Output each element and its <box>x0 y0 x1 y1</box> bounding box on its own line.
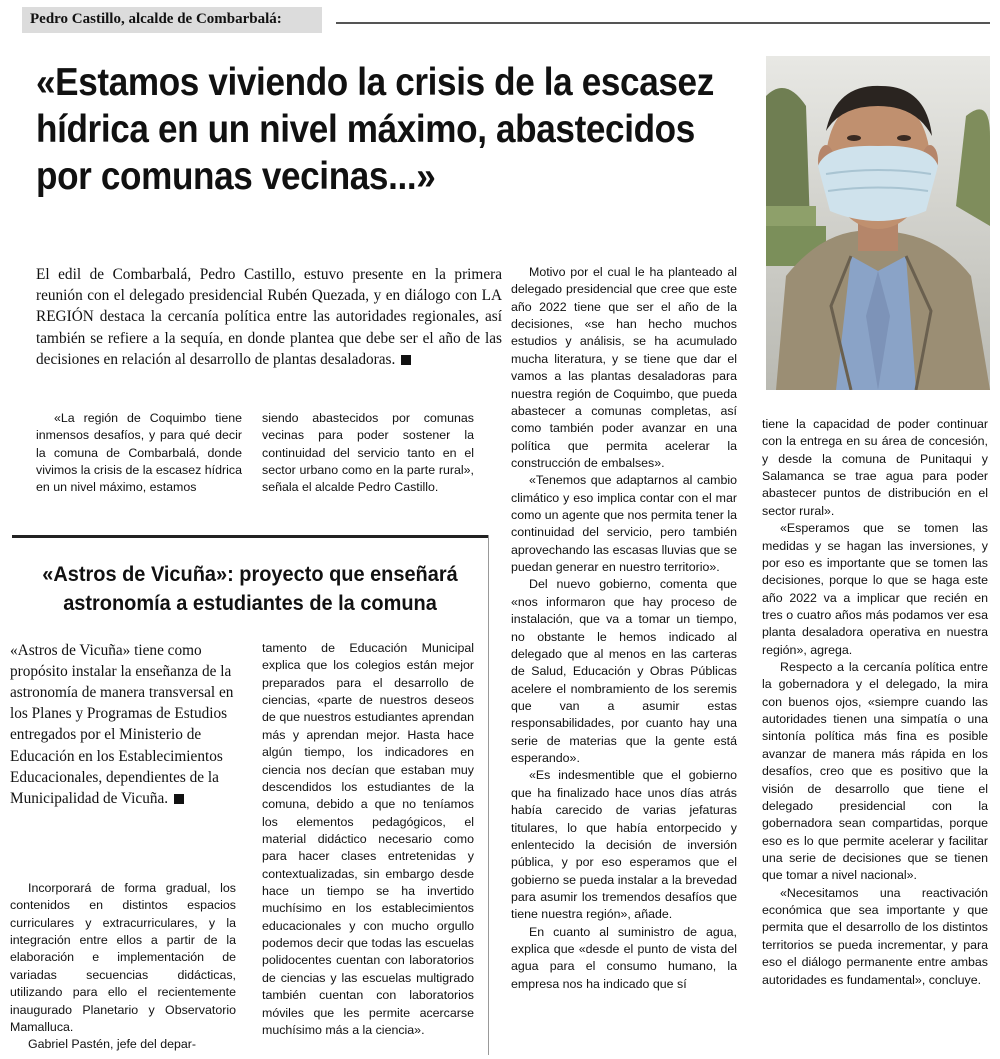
paragraph: «La región de Coquimbo tiene inmensos desafíos, y para qué decir la comuna de Combarbalá, donde vivimos la crisis de la escasez hídrica en un nivel máximo, estamos <box>36 411 242 495</box>
paragraph: Del nuevo gobierno, comenta que «nos informaron que hay proceso de instalación, que va a tomar un tiempo, no obstante le hemos indicado al delegado que al menos en las carteras de Salud, Educación y Obras Públicas acelere el nombramiento de los seremis que van a asumir estas responsabilidades, por cuanto hay una serie de materias que la gente está esperando». <box>511 577 737 766</box>
headline: «Estamos viviendo la crisis de la escasez hídrica en un nivel máximo, abastecidos por comunas vecinas...» <box>36 61 714 198</box>
paragraph: Incorporará de forma gradual, los contenidos en distintos espacios curriculares y extracurriculares, y la integración entre ellos a partir de la elaboración e implementación de variadas secuencias didácticas, utilizando para ello el recientemente inaugurado Planetario y Observatorio Mamalluca. <box>10 881 236 1034</box>
article1-column-3 <box>511 264 737 993</box>
section-divider <box>12 535 488 538</box>
paragraph: «Esperamos que se tomen las medidas y se hagan las inversiones, y por eso es importante que se tomen las decisiones, porque lo que se haga este año 2022 va a implicar que recién en tres o cuatro años más podamos ver esa planta desaladora operativa en nuestra región», agrega. <box>762 521 988 657</box>
article2-title: «Astros de Vicuña»: proyecto que enseñará astronomía a estudiantes de la comuna <box>42 563 458 616</box>
end-mark-icon <box>174 794 184 804</box>
article2-lead <box>10 640 236 809</box>
paragraph: «Tenemos que adaptarnos al cambio climático y eso implica contar con el mar como un agente que nos permita tener la continuidad del servicio, pero también aprovechando las escasas lluvias que se puedan generar en nuestro territorio». <box>511 473 737 575</box>
paragraph: siendo abastecidos por comunas vecinas para poder sostener la continuidad del servicio tanto en el sector urbano como en la parte rural», señala el alcalde Pedro Castillo. <box>262 411 474 495</box>
kicker-text: Pedro Castillo, alcalde de Combarbalá: <box>30 11 282 27</box>
paragraph: «Necesitamos una reactivación económica que sea importante y que permita que el desarrollo de los distintos territorios se pueda incrementar, y para eso el diálogo permanente entre ambas autoridades es fundamental», concluye. <box>762 885 988 987</box>
article1-column-1 <box>36 410 242 497</box>
article2-column-2 <box>262 640 474 1039</box>
lead-paragraph <box>36 264 502 370</box>
paragraph: tamento de Educación Municipal explica que los colegios están mejor preparados para el desarrollo de ciencias, «parte de nuestros deseos de que nuestros estudiantes aprendan más y aprendan mejor. Hasta hace algún tiempo, los indicadores en ciencia nos decían que estaban muy descendidos los estudiantes de la comuna, debido a que no teníamos los elementos pedagógicos, el material didáctico necesario como para hacer clases entretenidas y contextualizadas, sin embargo desde hace un tiempo se ha invertido muchísimo en los establecimientos educacionales y con mucho orgullo podemos decir que todas las escuelas polidocentes cuentan con laboratorios de ciencias y las escuelas multigrado también cuentan con laboratorios móviles que les permite acercarse muchísimo más a la ciencia». <box>262 641 474 1037</box>
article1-column-4 <box>762 416 988 989</box>
paragraph: tiene la capacidad de poder continuar con la entrega en su área de concesión, y desde la comuna de Punitaqui y Salamanca se trae agua para poder abastecer puntos de distribución en el sector rural». <box>762 417 988 518</box>
lead-text: El edil de Combarbalá, Pedro Castillo, estuvo presente en la primera reunión con el delegado presidencial Rubén Quezada, y en diálogo con LA REGIÓN destaca la cercanía política entre las autoridades regionales, así también se refiere a la sequía, en donde plantea que debe ser el año de las decisiones en relación al desarrollo de plantas desaladoras. <box>36 266 502 368</box>
article1-column-2 <box>262 410 474 497</box>
column-divider <box>488 535 489 1055</box>
kicker-rule <box>336 22 990 24</box>
article2-column-1 <box>10 880 236 1054</box>
paragraph: Respecto a la cercanía política entre la gobernadora y el delegado, la mira con buenos ojos, «siempre cuando las autoridades tienen una simpatía o una sintonía política más fina es posible avanzar de manera más rápida en los desafíos, creo que es positivo que la visión de desarrollo que tiene el delegado presidencial con la gobernadora sean compartidas, porque eso es lo que permite acelerar y facilitar una serie de decisiones que se tienen que tomar a nivel nacional». <box>762 660 988 883</box>
paragraph: «Es indesmentible que el gobierno que ha finalizado hace unos días atrás había carecido de varias jefaturas titulares, lo que había entorpecido y enlentecido la decisión de inversión pública, y por eso esperamos que el gobierno se pueda instalar a la brevedad para asumir los tremendos desafíos que tiene nuestra región», añade. <box>511 768 737 922</box>
portrait-photo <box>766 56 990 390</box>
paragraph: Motivo por el cual le ha planteado al delegado presidencial que cree que este año 2022 tiene que ser el año de la decisiones, «se han hecho muchos estudios y análisis, se ha acumulado mucha literatura, y se tiene que dar el vamos a las plantas desaladoras para nuestra región de Coquimbo, que pueda abastecer a comunas completas, así como también poder avanzar en una política que permita acelerar la construcción de embalses». <box>511 265 737 470</box>
portrait-illustration <box>766 56 990 390</box>
end-mark-icon <box>401 355 411 365</box>
article2-lead-text: «Astros de Vicuña» tiene como propósito instalar la enseñanza de la astronomía de manera transversal en los Planes y Programas de Estudios entregados por el Ministerio de Educación en los Establecimientos Educacionales, dependientes de la Municipalidad de Vicuña. <box>10 642 234 807</box>
paragraph: Gabriel Pastén, jefe del depar- <box>28 1037 197 1052</box>
kicker-label <box>22 7 322 33</box>
paragraph: En cuanto al suministro de agua, explica que «desde el punto de vista del agua para el consumo humano, la empresa nos ha indicado que sí <box>511 924 737 991</box>
